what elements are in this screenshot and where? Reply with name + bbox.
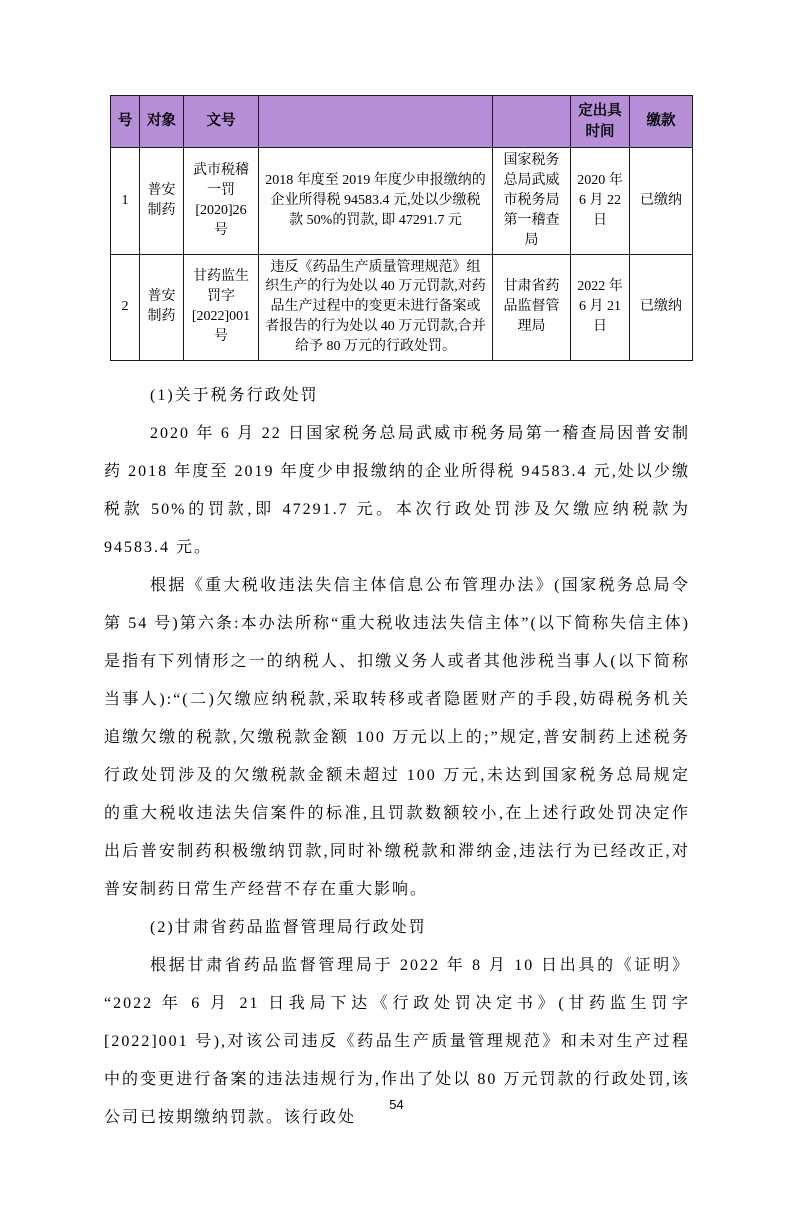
administrative-penalty-table — [110, 95, 693, 361]
paragraph-tax-regulation-analysis: 根据《重大税收违法失信主体信息公布管理办法》(国家税务总局令第 54 号)第六条:本办法所称“重大税收违法失信主体”(以下简称失信主体)是指有下列情形之一的纳税人、扣缴义务人或者其他涉税当事人(以下简称当事人):“(二)欠缴应纳税款,采取转移或者隐匿财产的手段,妨碍税务机关追缴欠缴的税款,欠缴税款金额 100 万元以上的;”规定,普安制药上述税务行政处罚涉及的欠缴税款金额未超过 100 万元,未达到国家税务总局规定的重大税收违法失信案件的标准,且罚款数额较小,在上述行政处罚决定作出后普安制药积极缴纳罚款,同时补缴税款和滞纳金,违法行为已经改正,对普安制药日常生产经营不存在重大影响。 — [104, 576, 690, 898]
table-header-row — [111, 96, 693, 148]
cell-target: 普安制药 — [140, 148, 184, 254]
penalty-table-row — [111, 148, 693, 254]
header-cell-authority — [493, 96, 571, 148]
cell-target: 普安制药 — [140, 254, 184, 360]
header-cell-decision-date: 定出具时间 — [571, 96, 630, 148]
paragraph-tax-penalty-detail: 2020 年 6 月 22 日国家税务总局武威市税务局第一稽查局因普安制药 2018 年度至 2019 年度少申报缴纳的企业所得税 94583.4 元,处以少缴税款 50%的罚款,即 47291.7 元。本次行政处罚涉及欠缴应纳税款为 94583.4 元。 — [104, 424, 690, 556]
document-body — [104, 377, 690, 1137]
penalty-table-row — [111, 254, 693, 360]
cell-penalty-content: 违反《药品生产质量管理规范》组织生产的行为处以 40 万元罚款,对药品生产过程中的变更未进行备案或者报告的行为处以 40 万元罚款,合并给予 80 万元的行政处罚。 — [259, 254, 493, 360]
section-heading-drug-authority-penalty: (2)甘肃省药品监督管理局行政处罚 — [150, 918, 427, 936]
cell-payment-status: 已缴纳 — [630, 254, 693, 360]
cell-decision-date: 2022 年 6 月 21 日 — [571, 254, 630, 360]
cell-no: 1 — [111, 148, 140, 254]
page-number: 54 — [389, 1097, 404, 1112]
cell-authority: 国家税务总局武威市税务局第一稽查局 — [493, 148, 571, 254]
cell-doc-number: 武市税稽一罚[2020]26号 — [184, 148, 259, 254]
header-cell-content — [259, 96, 493, 148]
cell-decision-date: 2020 年 6 月 22 日 — [571, 148, 630, 254]
paragraph-drug-penalty-detail: 根据甘肃省药品监督管理局于 2022 年 8 月 10 日出具的《证明》“2022 年 6 月 21 日我局下达《行政处罚决定书》(甘药监生罚字[2022]001 号),对该公司违反《药品生产质量管理规范》和未对生产过程中的变更进行备案的违法违规行为,作出了处以 80 万元罚款的行政处罚,该公司已按期缴纳罚款。该行政处 — [104, 956, 690, 1126]
section-heading-tax-penalty: (1)关于税务行政处罚 — [150, 386, 319, 404]
cell-doc-number: 甘药监生罚字[2022]001 号 — [184, 254, 259, 360]
header-cell-no: 号 — [111, 96, 140, 148]
cell-penalty-content: 2018 年度至 2019 年度少申报缴纳的企业所得税 94583.4 元,处以少缴税款 50%的罚款, 即 47291.7 元 — [259, 148, 493, 254]
cell-payment-status: 已缴纳 — [630, 148, 693, 254]
header-cell-doc-number: 文号 — [184, 96, 259, 148]
header-cell-target: 对象 — [140, 96, 184, 148]
header-cell-payment: 缴款 — [630, 96, 693, 148]
document-page — [0, 95, 793, 1217]
cell-authority: 甘肃省药品监督管理局 — [493, 254, 571, 360]
cell-no: 2 — [111, 254, 140, 360]
